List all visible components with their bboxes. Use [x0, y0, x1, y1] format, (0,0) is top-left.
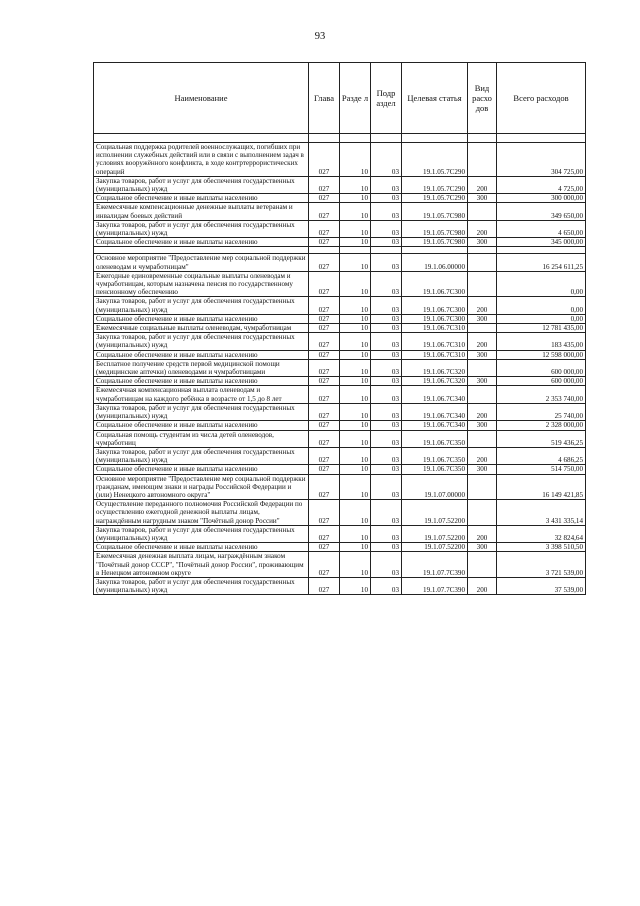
- table-row: [94, 254, 586, 271]
- cell-podrazdel: 03: [371, 403, 402, 420]
- cell-glava: 027: [309, 377, 340, 386]
- cell-target: 19.1.06.7С340: [402, 421, 468, 430]
- cell-target: 19.1.05.7С980: [402, 203, 468, 220]
- cell-target: 19.1.06.7С310: [402, 324, 468, 333]
- cell-razdel: 10: [340, 333, 371, 350]
- table-row: [94, 220, 586, 237]
- empty-cell: [309, 134, 340, 143]
- cell-podrazdel: 03: [371, 297, 402, 314]
- cell-podrazdel: 03: [371, 430, 402, 447]
- cell-total: 4 725,00: [497, 176, 586, 193]
- cell-glava: 027: [309, 271, 340, 297]
- cell-name: Закупка товаров, работ и услуг для обеспечения государственных (муниципальных) нужд: [94, 525, 309, 542]
- cell-podrazdel: 03: [371, 271, 402, 297]
- cell-target: 19.1.07.52200: [402, 525, 468, 542]
- cell-glava: 027: [309, 297, 340, 314]
- cell-target: 19.1.06.7С310: [402, 333, 468, 350]
- cell-name: Ежемесячные социальные выплаты оленеводам, чумработницам: [94, 324, 309, 333]
- cell-podrazdel: 03: [371, 333, 402, 350]
- cell-name: Социальное обеспечение и иные выплаты населению: [94, 350, 309, 359]
- cell-podrazdel: 03: [371, 577, 402, 594]
- table-row: [94, 421, 586, 430]
- cell-total: 514 750,00: [497, 465, 586, 474]
- table-row: [94, 143, 586, 177]
- cell-razdel: 10: [340, 525, 371, 542]
- cell-podrazdel: 03: [371, 500, 402, 526]
- cell-total: 345 000,00: [497, 238, 586, 247]
- cell-glava: 027: [309, 238, 340, 247]
- table-row: [94, 324, 586, 333]
- cell-total: 16 149 421,85: [497, 474, 586, 500]
- cell-target: 19.1.06.7С300: [402, 314, 468, 323]
- cell-total: 600 000,00: [497, 377, 586, 386]
- cell-target: 19.1.07.7С390: [402, 577, 468, 594]
- cell-target: 19.1.07.7С390: [402, 552, 468, 578]
- cell-name: Закупка товаров, работ и услуг для обеспечения государственных (муниципальных) нужд: [94, 176, 309, 193]
- cell-podrazdel: 03: [371, 220, 402, 237]
- cell-glava: 027: [309, 525, 340, 542]
- cell-name: Закупка товаров, работ и услуг для обеспечения государственных (муниципальных) нужд: [94, 403, 309, 420]
- cell-vid: [468, 500, 497, 526]
- cell-name: Социальное обеспечение и иные выплаты населению: [94, 194, 309, 203]
- cell-name: Социальная помощь студентам из числа детей оленеводов, чумработниц: [94, 430, 309, 447]
- cell-name: Социальное обеспечение и иные выплаты населению: [94, 314, 309, 323]
- cell-razdel: 10: [340, 194, 371, 203]
- cell-total: 32 824,64: [497, 525, 586, 542]
- cell-vid: 200: [468, 176, 497, 193]
- cell-name: Закупка товаров, работ и услуг для обеспечения государственных (муниципальных) нужд: [94, 220, 309, 237]
- table-row: [94, 176, 586, 193]
- cell-podrazdel: 03: [371, 552, 402, 578]
- empty-cell: [340, 247, 371, 254]
- cell-glava: 027: [309, 552, 340, 578]
- cell-target: 19.1.06.7С310: [402, 350, 468, 359]
- cell-razdel: 10: [340, 421, 371, 430]
- cell-target: 19.1.06.7С300: [402, 297, 468, 314]
- empty-cell: [402, 134, 468, 143]
- header-row: [94, 63, 586, 134]
- table-row: [94, 465, 586, 474]
- cell-razdel: 10: [340, 552, 371, 578]
- cell-name: Основное мероприятие "Предоставление мер социальной поддержки гражданам, имеющим знаки и награды Российской Федерации и (или) Ненецкого автономного округа": [94, 474, 309, 500]
- cell-target: 19.1.07.00000: [402, 474, 468, 500]
- cell-name: Социальная поддержка родителей военнослужащих, погибших при исполнении служебных действий или в связи с выполнением задач в условиях вооружённого конфликта, в ходе контртеррористических операций: [94, 143, 309, 177]
- table-row: [94, 525, 586, 542]
- table-row: [94, 474, 586, 500]
- cell-target: 19.1.06.7С350: [402, 447, 468, 464]
- header-target: Целевая статья: [402, 63, 468, 134]
- table-spacer-row: [94, 247, 586, 254]
- cell-vid: 200: [468, 525, 497, 542]
- table-row: [94, 297, 586, 314]
- empty-cell: [497, 247, 586, 254]
- cell-razdel: 10: [340, 403, 371, 420]
- cell-vid: [468, 254, 497, 271]
- cell-total: 3 431 335,14: [497, 500, 586, 526]
- cell-razdel: 10: [340, 176, 371, 193]
- empty-cell: [497, 134, 586, 143]
- empty-cell: [340, 134, 371, 143]
- cell-target: 19.1.06.7С340: [402, 403, 468, 420]
- table-row: [94, 238, 586, 247]
- empty-cell: [402, 247, 468, 254]
- cell-podrazdel: 03: [371, 176, 402, 193]
- table-row: [94, 350, 586, 359]
- cell-glava: 027: [309, 421, 340, 430]
- cell-total: 4 686,25: [497, 447, 586, 464]
- table-row: [94, 271, 586, 297]
- cell-podrazdel: 03: [371, 474, 402, 500]
- cell-name: Ежемесячная денежная выплата лицам, награждённым знаком "Почётный донор СССР", "Почётный донор России", проживающим в Ненецком автономном округе: [94, 552, 309, 578]
- cell-podrazdel: 03: [371, 350, 402, 359]
- cell-total: 0,00: [497, 314, 586, 323]
- cell-vid: [468, 474, 497, 500]
- cell-target: 19.1.06.7С320: [402, 377, 468, 386]
- table-row: [94, 430, 586, 447]
- cell-vid: 300: [468, 350, 497, 359]
- cell-podrazdel: 03: [371, 238, 402, 247]
- empty-cell: [371, 134, 402, 143]
- cell-name: Ежемесячные компенсационные денежные выплаты ветеранам и инвалидам боевых действий: [94, 203, 309, 220]
- cell-razdel: 10: [340, 271, 371, 297]
- cell-razdel: 10: [340, 254, 371, 271]
- cell-vid: 200: [468, 577, 497, 594]
- cell-podrazdel: 03: [371, 143, 402, 177]
- header-total: Всего расходов: [497, 63, 586, 134]
- cell-vid: [468, 386, 497, 403]
- cell-glava: 027: [309, 359, 340, 376]
- cell-vid: 200: [468, 333, 497, 350]
- cell-razdel: 10: [340, 500, 371, 526]
- cell-name: Социальное обеспечение и иные выплаты населению: [94, 377, 309, 386]
- cell-podrazdel: 03: [371, 543, 402, 552]
- table-body: [94, 134, 586, 595]
- cell-glava: 027: [309, 203, 340, 220]
- cell-glava: 027: [309, 350, 340, 359]
- cell-podrazdel: 03: [371, 421, 402, 430]
- cell-glava: 027: [309, 314, 340, 323]
- table-row: [94, 194, 586, 203]
- cell-podrazdel: 03: [371, 254, 402, 271]
- table-row: [94, 314, 586, 323]
- cell-podrazdel: 03: [371, 447, 402, 464]
- cell-vid: 200: [468, 403, 497, 420]
- cell-name: Социальное обеспечение и иные выплаты населению: [94, 465, 309, 474]
- cell-total: 12 781 435,00: [497, 324, 586, 333]
- cell-glava: 027: [309, 430, 340, 447]
- cell-glava: 027: [309, 403, 340, 420]
- cell-glava: 027: [309, 254, 340, 271]
- cell-total: 16 254 611,25: [497, 254, 586, 271]
- cell-name: Закупка товаров, работ и услуг для обеспечения государственных (муниципальных) нужд: [94, 577, 309, 594]
- cell-target: 19.1.05.7С290: [402, 143, 468, 177]
- cell-razdel: 10: [340, 324, 371, 333]
- empty-cell: [468, 134, 497, 143]
- cell-glava: 027: [309, 194, 340, 203]
- cell-podrazdel: 03: [371, 525, 402, 542]
- cell-glava: 027: [309, 324, 340, 333]
- cell-podrazdel: 03: [371, 314, 402, 323]
- cell-name: Осуществление переданного полномочия Российской Федерации по осуществлению ежегодной денежной выплаты лицам, награждённым нагрудным знаком "Почётный донор России": [94, 500, 309, 526]
- cell-target: 19.1.05.7С290: [402, 176, 468, 193]
- empty-cell: [468, 247, 497, 254]
- table-row: [94, 543, 586, 552]
- cell-name: Закупка товаров, работ и услуг для обеспечения государственных (муниципальных) нужд: [94, 297, 309, 314]
- cell-total: 4 650,00: [497, 220, 586, 237]
- cell-total: 300 000,00: [497, 194, 586, 203]
- cell-target: 19.1.05.7С290: [402, 194, 468, 203]
- cell-glava: 027: [309, 333, 340, 350]
- cell-name: Основное мероприятие "Предоставление мер социальной поддержки оленеводам и чумработницам": [94, 254, 309, 271]
- cell-name: Социальное обеспечение и иные выплаты населению: [94, 421, 309, 430]
- cell-target: 19.1.05.7С980: [402, 238, 468, 247]
- cell-razdel: 10: [340, 430, 371, 447]
- cell-podrazdel: 03: [371, 465, 402, 474]
- cell-glava: 027: [309, 220, 340, 237]
- cell-glava: 027: [309, 500, 340, 526]
- cell-razdel: 10: [340, 220, 371, 237]
- page-number: 93: [314, 31, 326, 42]
- table-row: [94, 377, 586, 386]
- cell-name: Социальное обеспечение и иные выплаты населению: [94, 238, 309, 247]
- cell-glava: 027: [309, 176, 340, 193]
- cell-podrazdel: 03: [371, 377, 402, 386]
- cell-razdel: 10: [340, 203, 371, 220]
- cell-glava: 027: [309, 543, 340, 552]
- cell-total: 2 353 740,00: [497, 386, 586, 403]
- cell-vid: 300: [468, 314, 497, 323]
- cell-razdel: 10: [340, 386, 371, 403]
- header-vid: Вид расхо дов: [468, 63, 497, 134]
- cell-razdel: 10: [340, 474, 371, 500]
- cell-total: 37 539,00: [497, 577, 586, 594]
- cell-vid: 300: [468, 543, 497, 552]
- cell-total: 600 000,00: [497, 359, 586, 376]
- cell-podrazdel: 03: [371, 324, 402, 333]
- table-row: [94, 403, 586, 420]
- cell-razdel: 10: [340, 350, 371, 359]
- cell-vid: [468, 271, 497, 297]
- cell-target: 19.1.06.7С300: [402, 271, 468, 297]
- cell-name: Ежемесячная компенсационная выплата оленеводам и чумработницам на каждого ребёнка в возрасте от 1,5 до 8 лет: [94, 386, 309, 403]
- header-razdel: Разде л: [340, 63, 371, 134]
- cell-razdel: 10: [340, 314, 371, 323]
- table-row: [94, 577, 586, 594]
- cell-razdel: 10: [340, 359, 371, 376]
- empty-cell: [94, 134, 309, 143]
- table-row: [94, 203, 586, 220]
- header-name: Наименование: [94, 63, 309, 134]
- cell-podrazdel: 03: [371, 194, 402, 203]
- cell-total: 304 725,00: [497, 143, 586, 177]
- cell-glava: 027: [309, 447, 340, 464]
- cell-vid: [468, 203, 497, 220]
- cell-total: 519 436,25: [497, 430, 586, 447]
- cell-total: 3 721 539,00: [497, 552, 586, 578]
- cell-name: Социальное обеспечение и иные выплаты населению: [94, 543, 309, 552]
- cell-vid: 300: [468, 238, 497, 247]
- cell-razdel: 10: [340, 577, 371, 594]
- cell-total: 0,00: [497, 271, 586, 297]
- cell-total: 0,00: [497, 297, 586, 314]
- cell-vid: 300: [468, 194, 497, 203]
- cell-target: 19.1.06.7С350: [402, 430, 468, 447]
- table-row: [94, 359, 586, 376]
- cell-target: 19.1.06.7С350: [402, 465, 468, 474]
- table-row: [94, 333, 586, 350]
- cell-target: 19.1.06.00000: [402, 254, 468, 271]
- cell-podrazdel: 03: [371, 203, 402, 220]
- budget-table: [93, 62, 586, 595]
- cell-razdel: 10: [340, 297, 371, 314]
- cell-total: 183 435,00: [497, 333, 586, 350]
- cell-name: Ежегодные единовременные социальные выплаты оленеводам и чумработницам, которым назначена пенсия по государственному пенсионному обеспечению: [94, 271, 309, 297]
- cell-vid: [468, 359, 497, 376]
- table-row: [94, 386, 586, 403]
- cell-vid: [468, 430, 497, 447]
- cell-razdel: 10: [340, 238, 371, 247]
- cell-glava: 027: [309, 474, 340, 500]
- cell-podrazdel: 03: [371, 386, 402, 403]
- cell-razdel: 10: [340, 447, 371, 464]
- cell-vid: [468, 143, 497, 177]
- cell-total: 349 650,00: [497, 203, 586, 220]
- empty-cell: [371, 247, 402, 254]
- cell-glava: 027: [309, 465, 340, 474]
- cell-vid: 300: [468, 377, 497, 386]
- table-row: [94, 500, 586, 526]
- cell-target: 19.1.07.52200: [402, 543, 468, 552]
- header-glava: Глава: [309, 63, 340, 134]
- header-podrazdel: Подр аздел: [371, 63, 402, 134]
- cell-total: 3 398 510,50: [497, 543, 586, 552]
- empty-cell: [309, 247, 340, 254]
- cell-total: 2 328 000,00: [497, 421, 586, 430]
- cell-razdel: 10: [340, 465, 371, 474]
- cell-vid: 200: [468, 297, 497, 314]
- cell-vid: 200: [468, 220, 497, 237]
- empty-cell: [94, 247, 309, 254]
- cell-glava: 027: [309, 386, 340, 403]
- table-spacer-row: [94, 134, 586, 143]
- cell-glava: 027: [309, 143, 340, 177]
- cell-vid: 300: [468, 465, 497, 474]
- cell-razdel: 10: [340, 143, 371, 177]
- cell-vid: [468, 552, 497, 578]
- cell-target: 19.1.06.7С320: [402, 359, 468, 376]
- cell-target: 19.1.07.52200: [402, 500, 468, 526]
- cell-glava: 027: [309, 577, 340, 594]
- table-row: [94, 447, 586, 464]
- cell-total: 12 598 000,00: [497, 350, 586, 359]
- cell-podrazdel: 03: [371, 359, 402, 376]
- cell-razdel: 10: [340, 543, 371, 552]
- cell-vid: 300: [468, 421, 497, 430]
- cell-razdel: 10: [340, 377, 371, 386]
- table-row: [94, 552, 586, 578]
- cell-vid: [468, 324, 497, 333]
- cell-name: Бесплатное получение средств первой медицинской помощи (медицинские аптечки) оленеводами и чумработницами: [94, 359, 309, 376]
- cell-target: 19.1.06.7С340: [402, 386, 468, 403]
- cell-name: Закупка товаров, работ и услуг для обеспечения государственных (муниципальных) нужд: [94, 447, 309, 464]
- cell-target: 19.1.05.7С980: [402, 220, 468, 237]
- cell-vid: 200: [468, 447, 497, 464]
- cell-total: 25 740,00: [497, 403, 586, 420]
- cell-name: Закупка товаров, работ и услуг для обеспечения государственных (муниципальных) нужд: [94, 333, 309, 350]
